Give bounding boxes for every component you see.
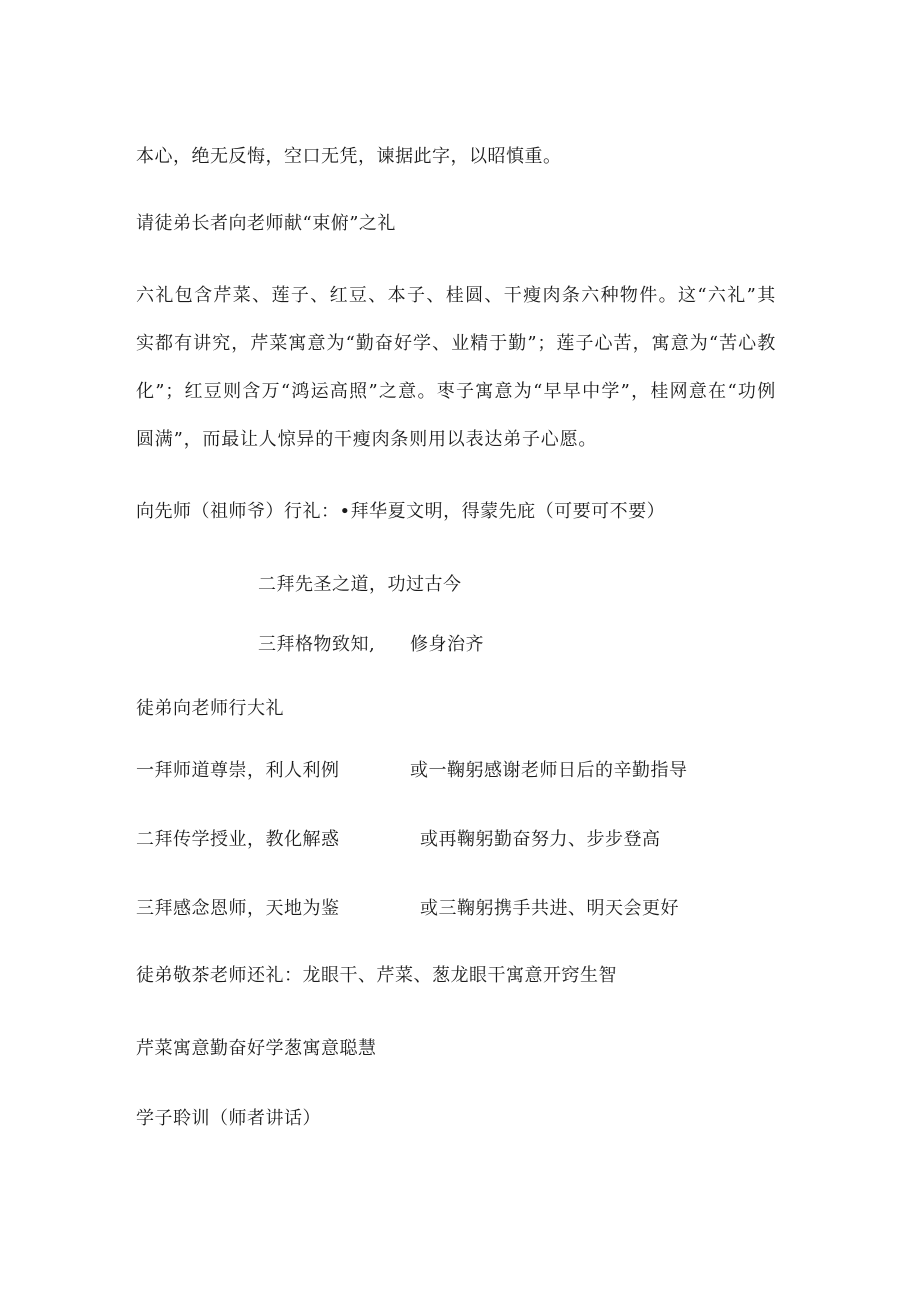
bow-item-right: 或三鞠躬携手共进、明天会更好	[420, 898, 679, 919]
text-line-pledge: 本心，绝无反悔，空口无凭，谏据此字，以昭慎重。	[136, 146, 562, 167]
paragraph-six-gifts: 六礼包含芹菜、莲子、红豆、本子、桂圆、干瘦肉条六种物件。这“六礼”其实都有讲究，芹菜寓意为“勤奋好学、业精于勤”；莲子心苦，寓意为“苦心教化”；红豆则含万“鸿运高照”之意。枣子寓意为“早早中学”，桂网意在“功例圆满”，而最让人惊异的干瘦肉条则用以表达弟子心愿。	[136, 285, 776, 450]
text-line-gift-heading: 请徒弟长者向老师献“束俯”之礼	[136, 213, 396, 234]
text-line-second-bow: 二拜先圣之道，功过古今	[258, 574, 462, 595]
text-line-third-bow: 三拜格物致知,	[258, 634, 376, 655]
bow-item-left: 三拜感念恩师，天地为鉴	[136, 898, 340, 919]
bow-item-left: 一拜师道尊崇，利人利例	[136, 760, 340, 781]
bow-item-left: 二拜传学授业，教化解惑	[136, 829, 340, 850]
bow-item-right: 或一鞠躬感谢老师日后的辛勤指导	[410, 760, 688, 781]
text-line-third-bow-suffix: 修身治齐	[410, 634, 484, 655]
text-line-student-bow-heading: 徒弟向老师行大礼	[136, 698, 284, 719]
text-line-tea-ceremony: 徒弟敬茶老师还礼：龙眼干、芹菜、葱龙眼干寓意开窍生智	[136, 965, 617, 986]
text-line-teacher-speech: 学子聆训（师者讲话）	[136, 1108, 321, 1129]
text-line-ancestor-bow: 向先师（祖师爷）行礼：•拜华夏文明，得蒙先庇（可要可不要）	[136, 501, 666, 522]
text-line-meaning: 芹菜寓意勤奋好学葱寓意聪慧	[136, 1038, 377, 1059]
bow-item-right: 或再鞠躬勤奋努力、步步登高	[420, 829, 661, 850]
